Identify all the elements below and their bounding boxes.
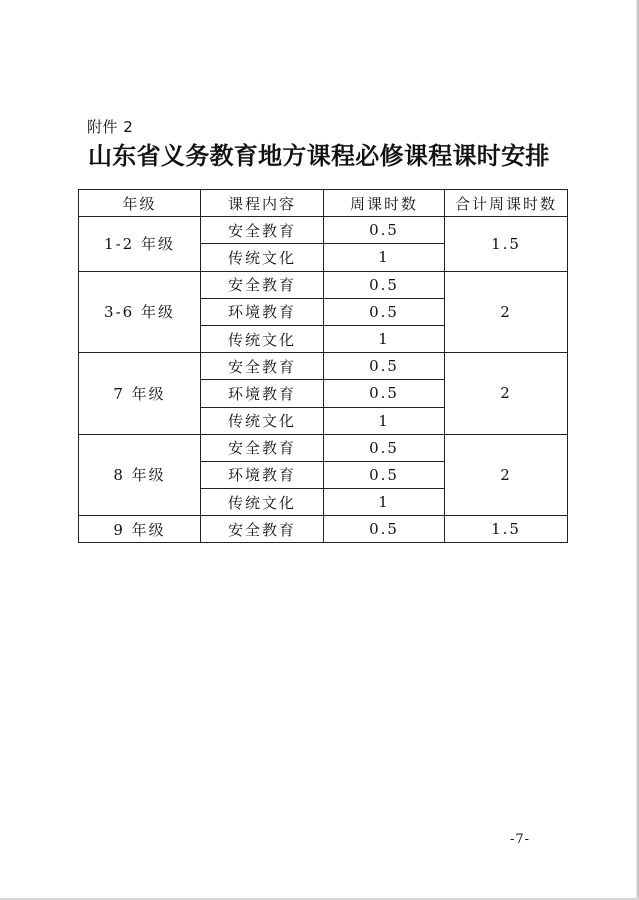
page-number: -7-	[510, 832, 531, 847]
course-cell: 安全教育	[201, 217, 324, 244]
course-cell: 传统文化	[201, 407, 324, 434]
hours-cell: 0.5	[324, 271, 445, 298]
total-cell: 2	[445, 434, 568, 516]
table-row	[79, 516, 568, 543]
table-row	[79, 271, 568, 298]
hours-cell: 0.5	[324, 434, 445, 461]
hours-cell: 1	[324, 407, 445, 434]
course-cell: 传统文化	[201, 244, 324, 271]
course-cell: 传统文化	[201, 325, 324, 352]
total-cell: 2	[445, 271, 568, 353]
hours-cell: 1	[324, 489, 445, 516]
table-row	[79, 353, 568, 380]
course-cell: 环境教育	[201, 298, 324, 325]
hours-cell: 1	[324, 325, 445, 352]
total-cell: 2	[445, 353, 568, 435]
hours-cell: 0.5	[324, 298, 445, 325]
course-cell: 安全教育	[201, 434, 324, 461]
total-cell: 1.5	[445, 516, 568, 543]
table-row	[79, 434, 568, 461]
course-cell: 安全教育	[201, 353, 324, 380]
hours-cell: 0.5	[324, 380, 445, 407]
hours-cell: 0.5	[324, 217, 445, 244]
attachment-label: 附件 2	[87, 118, 134, 136]
hours-cell: 1	[324, 244, 445, 271]
grade-cell: 7 年级	[79, 353, 201, 435]
header-weekly-hours: 周课时数	[324, 190, 445, 217]
hours-cell: 0.5	[324, 516, 445, 543]
course-cell: 安全教育	[201, 516, 324, 543]
course-cell: 环境教育	[201, 380, 324, 407]
header-total-hours: 合计周课时数	[445, 190, 568, 217]
course-cell: 环境教育	[201, 461, 324, 488]
course-cell: 安全教育	[201, 271, 324, 298]
header-grade: 年级	[79, 190, 201, 217]
table-row	[79, 217, 568, 244]
hours-cell: 0.5	[324, 353, 445, 380]
table-header-row	[79, 190, 568, 217]
total-cell: 1.5	[445, 217, 568, 271]
grade-cell: 8 年级	[79, 434, 201, 516]
grade-cell: 9 年级	[79, 516, 201, 543]
schedule-table	[78, 189, 568, 543]
header-course: 课程内容	[201, 190, 324, 217]
grade-cell: 3-6 年级	[79, 271, 201, 353]
course-cell: 传统文化	[201, 489, 324, 516]
grade-cell: 1-2 年级	[79, 217, 201, 271]
hours-cell: 0.5	[324, 461, 445, 488]
page-title: 山东省义务教育地方课程必修课程课时安排	[88, 142, 550, 170]
